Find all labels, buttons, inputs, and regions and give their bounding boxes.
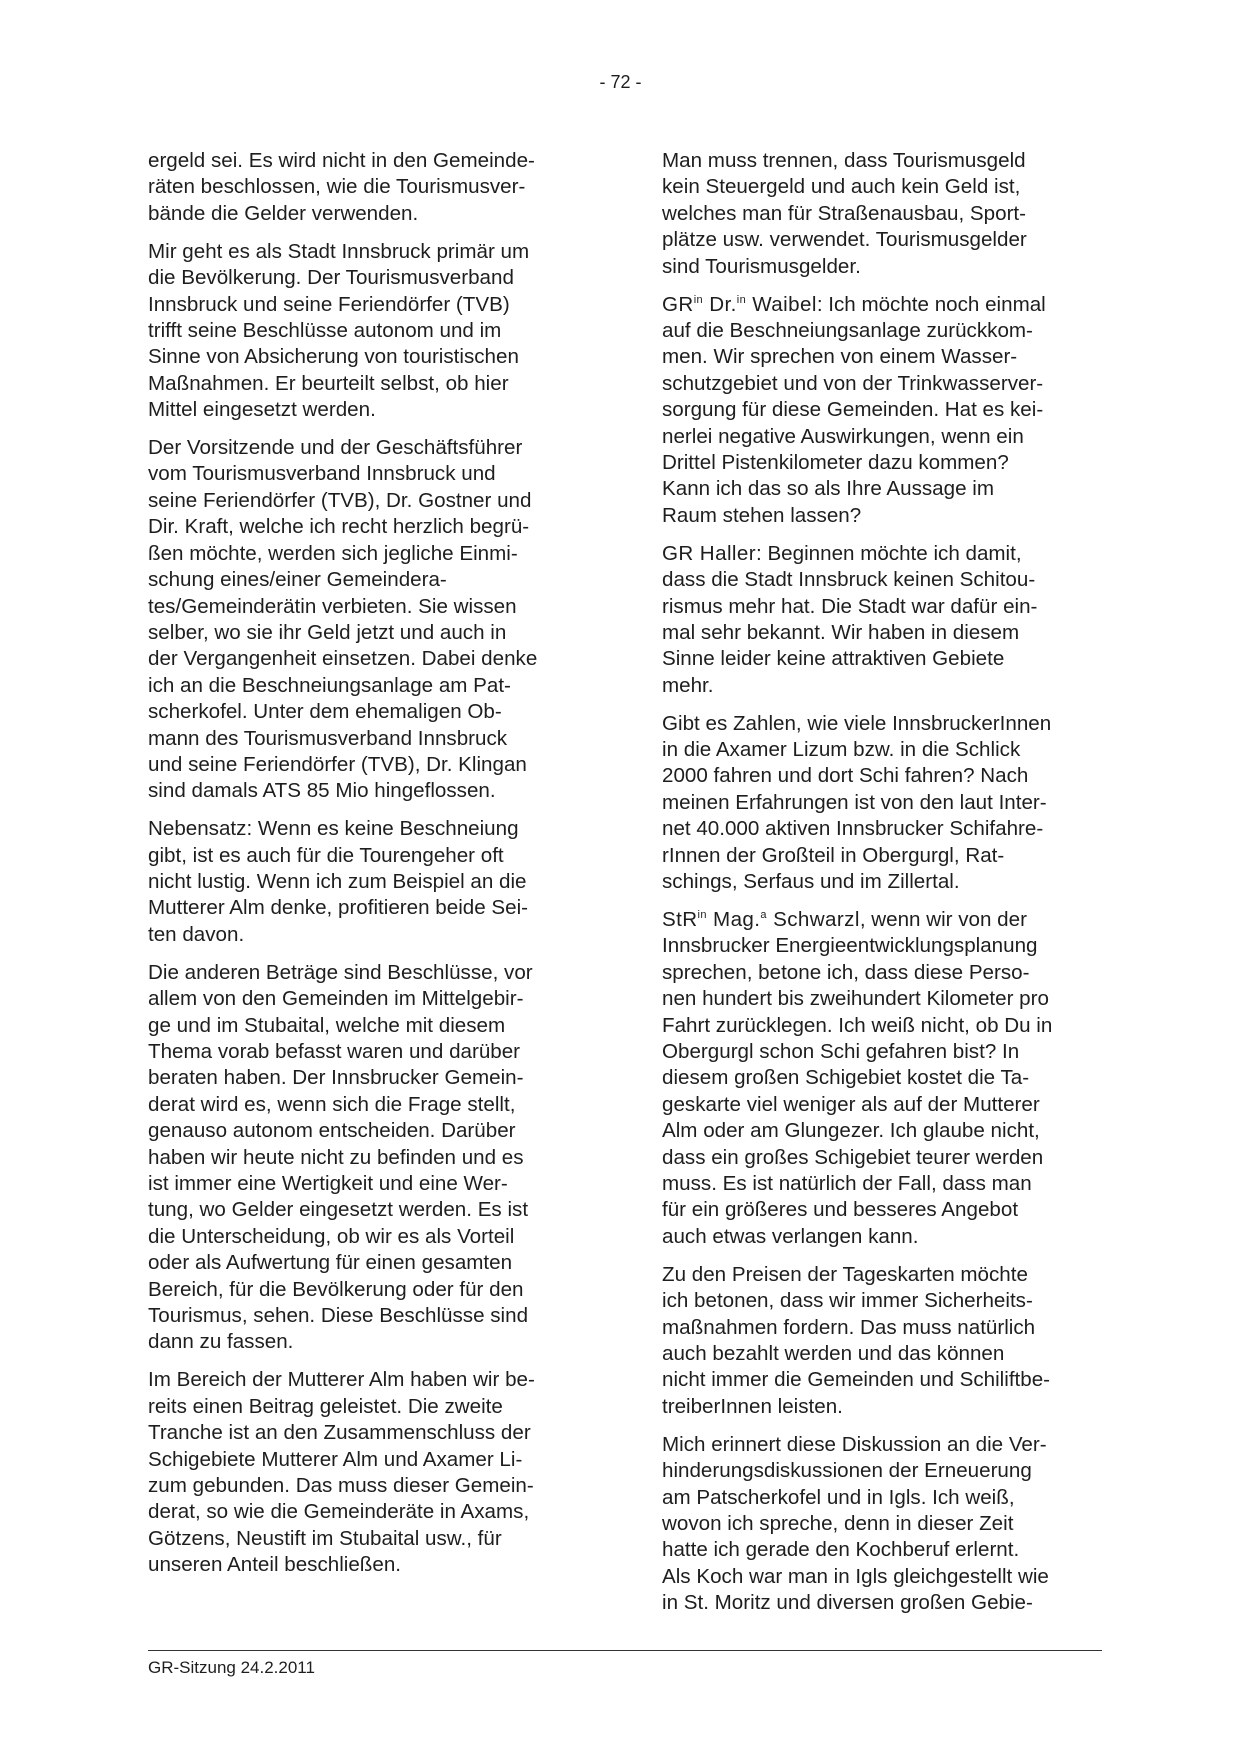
text-line: Götzens, Neustift im Stubaital usw., für: [148, 1526, 502, 1550]
text-line: mann des Tourismusverband Innsbruck: [148, 726, 508, 750]
paragraph: [148, 816, 588, 948]
text-line: Mutterer Alm denke, profitieren beide Sei-: [148, 896, 529, 920]
text-line: ergeld sei. Es wird nicht in den Gemeinde-: [148, 149, 535, 172]
page-number: - 72 -: [599, 72, 642, 92]
text-line: Kann ich das so als Ihre Aussage im: [662, 477, 994, 501]
text-line: scherkofel. Unter dem ehemaligen Ob-: [148, 700, 502, 724]
text-line: diesem großen Schigebiet kostet die Ta-: [662, 1066, 1030, 1090]
text-line: tes/Gemeinderätin verbieten. Sie wissen: [148, 594, 517, 618]
text-line: genauso autonom entscheiden. Darüber: [148, 1119, 516, 1143]
speaker-name: GR Haller: [662, 541, 756, 565]
text-line: Gibt es Zahlen, wie viele InnsbruckerInnen: [662, 711, 1052, 735]
paragraph: [148, 239, 588, 424]
text-line: Mir geht es als Stadt Innsbruck primär um: [148, 239, 530, 263]
text-line: Obergurgl schon Schi gefahren bist? In: [662, 1040, 1020, 1063]
text-line: sind damals ATS 85 Mio hingeflossen.: [148, 779, 496, 803]
speaker-name: $GR^{in}$ Dr.$^{in}$ Waibel: [662, 292, 817, 316]
text-line: nen hundert bis zweihundert Kilometer pro: [662, 987, 1049, 1011]
text-line: sprechen, betone ich, dass diese Perso-: [662, 960, 1030, 984]
text-line: Man muss trennen, dass Tourismusgeld: [662, 149, 1026, 172]
text-line: in die Axamer Lizum bzw. in die Schlick: [662, 738, 1021, 762]
text-line: StR$^{in}$ Mag.$^a$ Schwarzl, wenn wir von der: [662, 907, 1027, 931]
text-line: kein Steuergeld und auch kein Geld ist,: [662, 175, 1021, 199]
text-line: Die anderen Beträge sind Beschlüsse, vor: [148, 960, 533, 984]
text-line: Tourismus, sehen. Diese Beschlüsse sind: [148, 1304, 529, 1328]
text-line: seine Feriendörfer (TVB), Dr. Gostner und: [148, 488, 532, 512]
text-line: schutzgebiet und von der Trinkwasserver-: [662, 371, 1044, 395]
text-line: derat wird es, wenn sich die Frage stellt,: [148, 1092, 516, 1116]
text-line: in St. Moritz und diversen großen Gebie-: [662, 1591, 1033, 1615]
text-line: für ein größeres und besseres Angebot: [662, 1198, 1019, 1222]
text-line: Innsbrucker Energieentwicklungsplanung: [662, 934, 1038, 958]
text-line: zum gebunden. Das muss dieser Gemein-: [148, 1474, 534, 1497]
footer-divider: [148, 1650, 1102, 1651]
text-line: tung, wo Gelder eingesetzt werden. Es ist: [148, 1198, 529, 1222]
text-line: nicht lustig. Wenn ich zum Beispiel an die: [148, 870, 527, 894]
text-line: die Bevölkerung. Der Tourismusverband: [148, 266, 514, 290]
text-line: ßen möchte, werden sich jegliche Einmi-: [148, 541, 518, 565]
text-line: räten beschlossen, wie die Tourismusver-: [148, 175, 526, 199]
paragraph: [148, 435, 588, 805]
text-line: Innsbruck und seine Feriendörfer (TVB): [148, 292, 510, 316]
text-line: Der Vorsitzende und der Geschäftsführer: [148, 436, 523, 460]
text-line: Mich erinnert diese Diskussion an die Ver-: [662, 1432, 1047, 1456]
text-line: Zu den Preisen der Tageskarten möchte: [662, 1262, 1028, 1286]
text-line: men. Wir sprechen von einem Wasser-: [662, 345, 1018, 369]
text-line: reits einen Beitrag geleistet. Die zweite: [148, 1394, 503, 1418]
text-line: ge und im Stubaital, welche mit diesem: [148, 1013, 506, 1037]
text-line: welches man für Straßenausbau, Sport-: [662, 201, 1027, 225]
text-line: schung eines/einer Gemeindera-: [148, 568, 447, 592]
text-line: schings, Serfaus und im Zillertal.: [662, 870, 960, 894]
text-line: Im Bereich der Mutterer Alm haben wir be-: [148, 1368, 535, 1392]
text-line: nicht immer die Gemeinden und Schiliftbe-: [662, 1368, 1051, 1392]
paragraph: [148, 148, 588, 227]
text-line: sind Tourismusgelder.: [662, 254, 861, 278]
text-line: dann zu fassen.: [148, 1330, 294, 1354]
text-line: vom Tourismusverband Innsbruck und: [148, 462, 496, 486]
text-line: Dir. Kraft, welche ich recht herzlich begrü-: [148, 515, 530, 539]
text-line: 2000 fahren und dort Schi fahren? Nach: [662, 764, 1029, 788]
text-line: Tranche ist an den Zusammenschluss der: [148, 1421, 531, 1445]
paragraph: [662, 907, 1102, 1250]
paragraph: [662, 711, 1102, 896]
speaker-name: StR$^{in}$ Mag.$^a$ Schwarzl: [662, 907, 860, 931]
paragraph: [662, 541, 1102, 699]
text-line: Maßnahmen. Er beurteilt selbst, ob hier: [148, 371, 509, 395]
text-line: wovon ich spreche, denn in dieser Zeit: [662, 1511, 1014, 1535]
text-line: Bereich, für die Bevölkerung oder für den: [148, 1277, 524, 1301]
text-line: Als Koch war man in Igls gleichgestellt wie: [662, 1564, 1049, 1588]
text-line: hinderungsdiskussionen der Erneuerung: [662, 1459, 1032, 1483]
text-line: auch etwas verlangen kann.: [662, 1224, 919, 1248]
text-line: $GR^{in}$ Dr.$^{in}$ Waibel: Ich möchte noch einmal: [662, 292, 1046, 316]
text-line: Schigebiete Mutterer Alm und Axamer Li-: [148, 1447, 523, 1471]
paragraph: [148, 960, 588, 1356]
text-line: nerlei negative Auswirkungen, wenn ein: [662, 424, 1024, 448]
text-line: muss. Es ist natürlich der Fall, dass man: [662, 1172, 1032, 1196]
text-line: Nebensatz: Wenn es keine Beschneiung: [148, 817, 519, 841]
text-line: mal sehr bekannt. Wir haben in diesem: [662, 620, 1020, 644]
paragraph: [662, 292, 1102, 530]
text-line: am Patscherkofel und in Igls. Ich weiß,: [662, 1485, 1015, 1509]
text-line: mehr.: [662, 673, 714, 697]
text-line: Fahrt zurücklegen. Ich weiß nicht, ob Du in: [662, 1013, 1053, 1037]
text-line: maßnahmen fordern. Das muss natürlich: [662, 1315, 1036, 1339]
text-line: Raum stehen lassen?: [662, 503, 862, 527]
text-line: allem von den Gemeinden im Mittelgebir-: [148, 987, 524, 1011]
paragraph: [662, 148, 1102, 280]
text-line: auch bezahlt werden und das können: [662, 1341, 1005, 1365]
text-line: ten davon.: [148, 922, 245, 946]
text-line: gibt, ist es auch für die Tourengeher oft: [148, 843, 504, 867]
text-line: derat, so wie die Gemeinderäte in Axams,: [148, 1500, 530, 1524]
left-column: [148, 148, 588, 1590]
right-column: [662, 148, 1102, 1628]
text-line: net 40.000 aktiven Innsbrucker Schifahre-: [662, 817, 1044, 841]
text-line: selber, wo sie ihr Geld jetzt und auch in: [148, 620, 507, 644]
text-line: meinen Erfahrungen ist von den laut Inter-: [662, 790, 1047, 814]
footer-text: GR-Sitzung 24.2.2011: [148, 1658, 315, 1677]
text-line: treiberInnen leisten.: [662, 1394, 843, 1418]
text-line: ich an die Beschneiungsanlage am Pat-: [148, 673, 511, 697]
text-line: die Unterscheidung, ob wir es als Vorteil: [148, 1224, 515, 1248]
text-line: rismus mehr hat. Die Stadt war dafür ein-: [662, 594, 1038, 618]
text-line: auf die Beschneiungsanlage zurückkom-: [662, 318, 1033, 342]
text-line: und seine Feriendörfer (TVB), Dr. Klingan: [148, 752, 527, 776]
text-line: haben wir heute nicht zu befinden und es: [148, 1145, 524, 1169]
text-line: der Vergangenheit einsetzen. Dabei denke: [148, 647, 538, 671]
text-line: oder als Aufwertung für einen gesamten: [148, 1251, 513, 1275]
paragraph: [148, 1367, 588, 1578]
text-line: GR Haller: Beginnen möchte ich damit,: [662, 541, 1022, 565]
text-line: ist immer eine Wertigkeit und eine Wer-: [148, 1172, 508, 1196]
text-line: plätze usw. verwendet. Tourismusgelder: [662, 228, 1027, 252]
text-line: ich betonen, dass wir immer Sicherheits-: [662, 1289, 1033, 1313]
text-line: Alm oder am Glungezer. Ich glaube nicht,: [662, 1119, 1040, 1143]
text-line: rInnen der Großteil in Obergurgl, Rat-: [662, 843, 1005, 867]
text-line: Mittel eingesetzt werden.: [148, 398, 376, 422]
text-line: Sinne von Absicherung von touristischen: [148, 345, 519, 369]
text-line: Drittel Pistenkilometer dazu kommen?: [662, 450, 1009, 474]
text-line: dass die Stadt Innsbruck keinen Schitou-: [662, 568, 1036, 592]
text-line: bände die Gelder verwenden.: [148, 201, 419, 225]
text-line: sorgung für diese Gemeinden. Hat es kei-: [662, 398, 1044, 422]
paragraph: [662, 1262, 1102, 1420]
text-line: trifft seine Beschlüsse autonom und im: [148, 318, 502, 342]
text-line: hatte ich gerade den Kochberuf erlernt.: [662, 1538, 1020, 1562]
text-line: unseren Anteil beschließen.: [148, 1553, 402, 1577]
text-line: beraten haben. Der Innsbrucker Gemein-: [148, 1066, 524, 1090]
text-line: geskarte viel weniger als auf der Mutterer: [662, 1092, 1040, 1116]
text-line: dass ein großes Schigebiet teurer werden: [662, 1145, 1044, 1169]
text-line: Sinne leider keine attraktiven Gebiete: [662, 647, 1005, 671]
paragraph: [662, 1432, 1102, 1617]
text-line: Thema vorab befasst waren und darüber: [148, 1040, 521, 1063]
